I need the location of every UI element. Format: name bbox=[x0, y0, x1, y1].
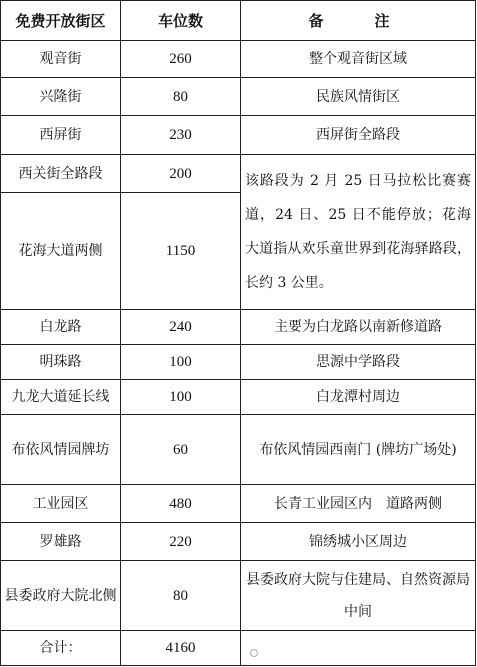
total-row bbox=[1, 631, 476, 666]
space-count: 80 bbox=[121, 78, 241, 116]
space-count: 1150 bbox=[121, 193, 241, 310]
space-count: 100 bbox=[121, 380, 241, 415]
space-count: 240 bbox=[121, 310, 241, 345]
header-spaces: 车位数 bbox=[121, 1, 241, 41]
table-row bbox=[1, 380, 476, 415]
table-row bbox=[1, 415, 476, 485]
street-name: 花海大道两侧 bbox=[1, 193, 121, 310]
remark-cell: 整个观音街区域 bbox=[241, 41, 476, 78]
space-count: 230 bbox=[121, 116, 241, 155]
space-count: 80 bbox=[121, 561, 241, 631]
remark-cell: 西屏街全路段 bbox=[241, 116, 476, 155]
remark-cell: 长青工业园区内 道路两侧 bbox=[241, 485, 476, 523]
total-spaces: 4160 bbox=[121, 631, 241, 666]
street-name: 罗雄路 bbox=[1, 523, 121, 561]
table-row bbox=[1, 155, 476, 193]
street-name: 布依风情园牌坊 bbox=[1, 415, 121, 485]
table-row bbox=[1, 78, 476, 116]
street-name: 西关街全路段 bbox=[1, 155, 121, 193]
remark-cell: 主要为白龙路以南新修道路 bbox=[241, 310, 476, 345]
street-name: 县委政府大院北侧 bbox=[1, 561, 121, 631]
table-row bbox=[1, 523, 476, 561]
space-count: 200 bbox=[121, 155, 241, 193]
street-name: 工业园区 bbox=[1, 485, 121, 523]
table-row bbox=[1, 345, 476, 380]
street-name: 白龙路 bbox=[1, 310, 121, 345]
header-street: 免费开放街区 bbox=[1, 1, 121, 41]
space-count: 220 bbox=[121, 523, 241, 561]
merged-remark-cell: 该路段为 2 月 25 日马拉松比赛赛道，24 日、25 日不能停放；花海大道指从欢乐童世界到花海驿路段，长约 3 公里。 bbox=[241, 155, 476, 310]
street-name: 兴隆街 bbox=[1, 78, 121, 116]
remark-cell: 白龙潭村周边 bbox=[241, 380, 476, 415]
street-name: 明珠路 bbox=[1, 345, 121, 380]
street-name: 观音街 bbox=[1, 41, 121, 78]
remark-cell: 民族风情街区 bbox=[241, 78, 476, 116]
street-name: 西屏街 bbox=[1, 116, 121, 155]
header-row bbox=[1, 1, 476, 41]
table-row bbox=[1, 116, 476, 155]
table-row bbox=[1, 485, 476, 523]
remark-cell: 布依风情园西南门 (牌坊广场处) bbox=[241, 415, 476, 485]
header-remark: 备 注 bbox=[241, 1, 476, 41]
table-row bbox=[1, 41, 476, 78]
space-count: 100 bbox=[121, 345, 241, 380]
remark-cell: 县委政府大院与住建局、自然资源局中间 bbox=[241, 561, 476, 631]
space-count: 480 bbox=[121, 485, 241, 523]
remark-cell: 锦绣城小区周边 bbox=[241, 523, 476, 561]
remark-cell: 思源中学路段 bbox=[241, 345, 476, 380]
circle-icon bbox=[250, 649, 258, 657]
street-name: 九龙大道延长线 bbox=[1, 380, 121, 415]
table-row bbox=[1, 310, 476, 345]
total-label: 合计： bbox=[1, 631, 121, 666]
space-count: 60 bbox=[121, 415, 241, 485]
table-row bbox=[1, 561, 476, 631]
space-count: 260 bbox=[121, 41, 241, 78]
total-remark-empty bbox=[241, 631, 476, 666]
